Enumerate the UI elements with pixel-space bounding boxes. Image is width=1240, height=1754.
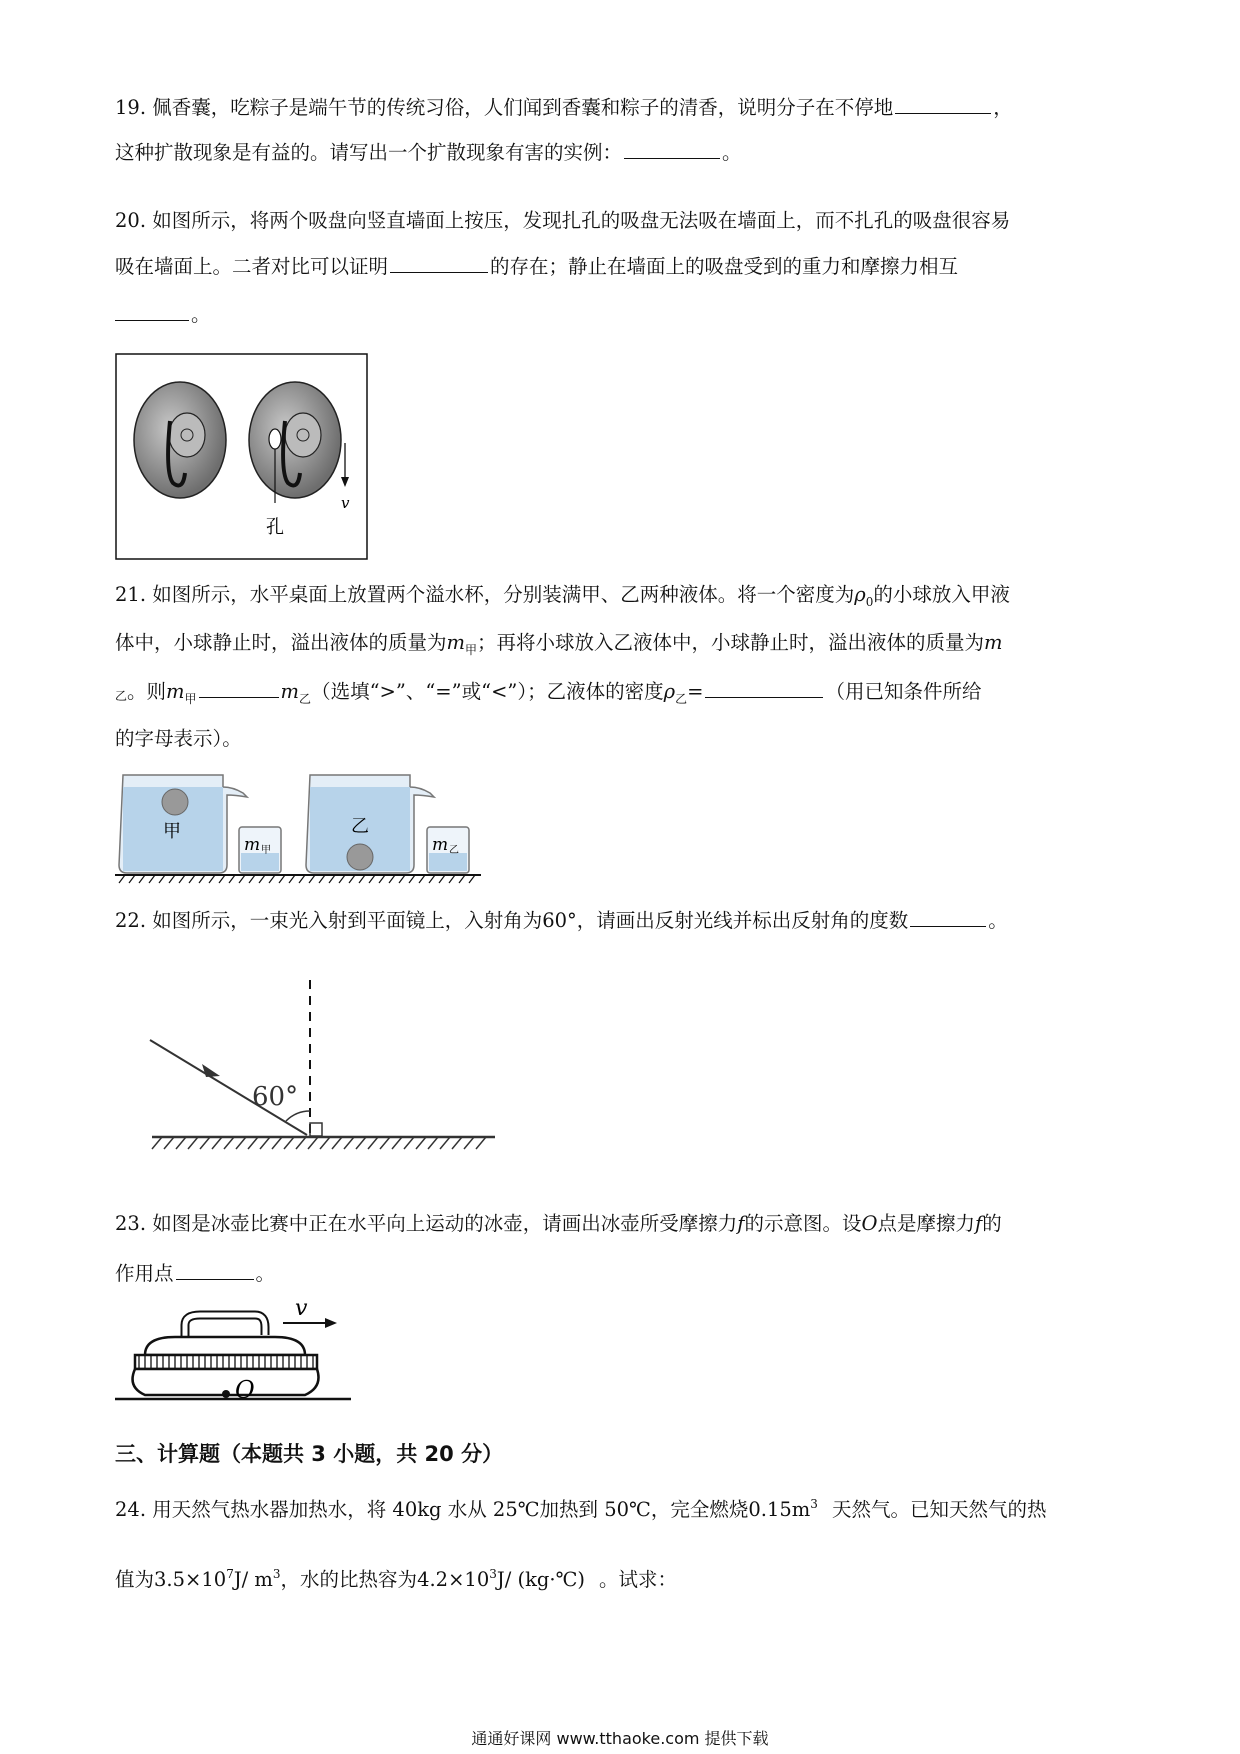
- q23-text1b: 的示意图。设: [744, 1212, 862, 1235]
- angle-arc: [286, 1111, 310, 1121]
- rho0-subscript: 0: [865, 595, 874, 609]
- m-symbol-4: m: [280, 680, 300, 703]
- q19-line1: [115, 93, 1013, 122]
- m-yi-subscript: 乙: [115, 689, 128, 703]
- suction-cup-figure: [115, 353, 368, 560]
- suction-cup-left: [134, 382, 226, 498]
- m-jia-fig-sub: 甲: [261, 845, 271, 856]
- m-jia-subscript-2: 甲: [184, 692, 197, 706]
- q21-line3: [115, 677, 982, 708]
- q24-text2a: 值为: [115, 1568, 155, 1591]
- jia-label: 甲: [163, 821, 181, 842]
- q23-blank[interactable]: [176, 1259, 254, 1280]
- q19-text2: 这种扩散现象是有益的。请写出一个扩散现象有害的实例：: [115, 141, 623, 164]
- q21-text3d: （用已知条件所给: [825, 680, 982, 703]
- q20-line1: [115, 207, 1010, 235]
- q19-punct2: 。: [722, 141, 742, 164]
- footer-watermark: 通通好课网 www.tthaoke.com 提供下载: [471, 1729, 769, 1748]
- rho-yi-subscript: 乙: [675, 692, 688, 706]
- q24-c-unit: J/ (kg·℃): [496, 1568, 585, 1591]
- q20-text2b: 的存在；静止在墙面上的吸盘受到的重力和摩擦力相互: [490, 255, 959, 278]
- m-jia-subscript: 甲: [465, 643, 478, 657]
- q21-text4: 的字母表示）。: [115, 727, 242, 750]
- q21-blank2[interactable]: [705, 677, 823, 698]
- q23-text2: 作用点: [115, 1262, 174, 1285]
- curling-stone-figure: [115, 1295, 355, 1413]
- q21-text2b: ；再将小球放入乙液体中，小球静止时，溢出液体的质量为: [477, 631, 985, 654]
- mirror-hatching: [152, 1137, 486, 1149]
- right-angle-marker: [310, 1123, 322, 1136]
- m-jia-fig-label: m: [244, 835, 261, 855]
- table-surface: [115, 875, 481, 883]
- q21-text2a: 体中，小球静止时，溢出液体的质量为: [115, 631, 447, 654]
- q19-text1: 19. 佩香囊，吃粽子是端午节的传统习俗，人们闻到香囊和粽子的清香，说明分子在不停地: [115, 96, 894, 119]
- curling-stone: [133, 1315, 319, 1395]
- overflow-cups-figure: [115, 765, 485, 885]
- small-cup-yi: [427, 827, 469, 873]
- m-yi-subscript-2: 乙: [299, 692, 312, 706]
- m-symbol-3: m: [166, 680, 185, 703]
- hole-label: 孔: [266, 517, 284, 538]
- small-cup-jia: [239, 827, 281, 873]
- q23-text1d: 的: [982, 1212, 1002, 1235]
- point-O: [222, 1390, 230, 1398]
- q24-heat-unit-exp: 3: [272, 1567, 281, 1581]
- q22-punct: 。: [988, 909, 1008, 932]
- q22-line1: [115, 906, 1008, 935]
- q21-text1a: 21. 如图所示，水平桌面上放置两个溢水杯，分别装满甲、乙两种液体。将一个密度为: [115, 583, 855, 606]
- q24-text1b: 天然气。已知天然气的热: [831, 1498, 1047, 1521]
- q21-line1: [115, 581, 1010, 611]
- q20-punct: 。: [191, 303, 211, 326]
- q24-line1: [115, 1496, 1046, 1526]
- rho0-symbol: ρ: [854, 583, 866, 606]
- O-label: O: [235, 1376, 255, 1404]
- q24-c-value: 4.2×10: [417, 1568, 490, 1591]
- q24-volume-exp: 3: [810, 1497, 818, 1511]
- q24-volume: 0.15m: [748, 1498, 811, 1521]
- m-symbol-2: m: [984, 631, 1003, 654]
- q24-text1a: 24. 用天然气热水器加热水，将 40kg 水从 25℃加热到 50℃，完全燃烧: [115, 1498, 749, 1521]
- q24-text2b: ，水的比热容为: [280, 1568, 418, 1591]
- q21-equals: =: [687, 680, 704, 703]
- q20-text2a: 吸在墙面上。二者对比可以证明: [115, 255, 389, 278]
- m-yi-fig-sub: 乙: [449, 845, 459, 856]
- f-symbol-2: f: [974, 1212, 983, 1235]
- q21-blank1[interactable]: [199, 677, 279, 698]
- incident-arrowhead: [202, 1064, 220, 1077]
- overflow-cup-yi: [306, 775, 434, 873]
- q20-text1: 20. 如图所示，将两个吸盘向竖直墙面上按压，发现扎孔的吸盘无法吸在墙面上，而不扎孔的吸盘很容易: [115, 209, 1011, 232]
- q20-blank1[interactable]: [390, 252, 488, 273]
- velocity-arrowhead: [325, 1318, 337, 1328]
- q20-blank2[interactable]: [115, 300, 189, 321]
- q23-line2: [115, 1259, 275, 1288]
- m-symbol: m: [446, 631, 466, 654]
- q24-c-exp: 3: [489, 1567, 497, 1581]
- q21-line2: [115, 629, 1003, 659]
- q21-text1b: 的小球放入甲液: [873, 583, 1010, 606]
- q19-blank1[interactable]: [895, 93, 991, 114]
- q21-text3b: （选填“>”、“=”或“<”）；乙液体的密度: [311, 680, 664, 703]
- q20-line3: [115, 300, 211, 329]
- q20-line2: [115, 252, 958, 281]
- overflow-cup-jia: [119, 775, 247, 873]
- yi-label: 乙: [351, 816, 369, 837]
- section-title: 三、计算题（本题共 3 小题，共 20 分）: [115, 1442, 504, 1466]
- hole-marker: [269, 429, 281, 449]
- q22-text1: 22. 如图所示，一束光入射到平面镜上，入射角为60°，请画出反射光线并标出反射角的度数: [115, 909, 909, 932]
- q23-text1a: 23. 如图是冰壶比赛中正在水平向上运动的冰壶，请画出冰壶所受摩擦力: [115, 1212, 738, 1235]
- q24-heat-exp: 7: [226, 1567, 234, 1581]
- q24-heat-unit: J/ m: [233, 1568, 273, 1591]
- q22-blank[interactable]: [910, 906, 986, 927]
- q19-line2: [115, 138, 742, 167]
- O-symbol: O: [861, 1212, 878, 1235]
- angle-label: 60°: [252, 1082, 299, 1112]
- velocity-label: v: [341, 494, 350, 512]
- mirror-figure: [140, 975, 500, 1165]
- q24-line2: [115, 1566, 677, 1596]
- m-yi-fig-label: m: [432, 835, 449, 855]
- q24-heat-value: 3.5×10: [154, 1568, 227, 1591]
- rho-symbol: ρ: [663, 680, 676, 703]
- q21-text3a: 。则: [127, 680, 167, 703]
- q23-text1c: 点是摩擦力: [877, 1212, 975, 1235]
- v-label: v: [295, 1296, 308, 1321]
- q23-punct: 。: [255, 1262, 276, 1285]
- q23-line1: [115, 1210, 1002, 1238]
- q19-punct1: ，: [993, 96, 1013, 119]
- q24-text2c: 。试求：: [599, 1568, 678, 1591]
- q21-line4: [115, 725, 242, 753]
- q19-blank2[interactable]: [624, 138, 720, 159]
- f-symbol: f: [737, 1212, 745, 1235]
